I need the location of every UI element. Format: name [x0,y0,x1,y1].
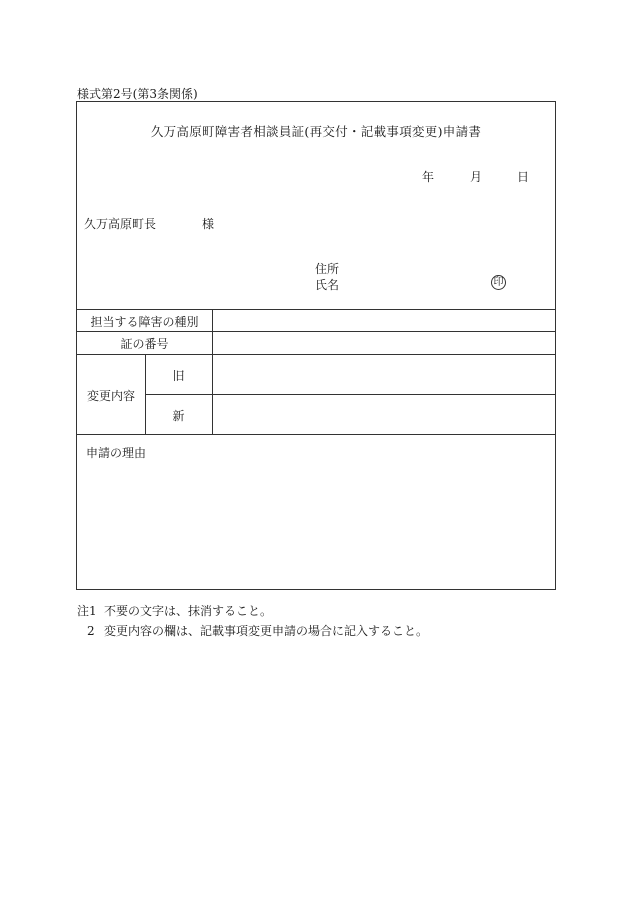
application-form-frame [76,101,556,590]
address-label: 住所 [315,262,340,276]
note-text: 変更内容の欄は、記載事項変更申請の場合に記入すること。 [104,624,429,638]
date-year-label: 年 [422,170,435,184]
disability-type-field[interactable] [213,310,555,331]
note-text: 不要の文字は、抹消すること。 [104,604,273,618]
note-item [77,601,428,621]
old-label: 旧 [172,369,185,383]
form-title: 久万高原町障害者相談員証(再交付・記載事項変更)申請書 [150,124,482,139]
old-value-field[interactable] [213,355,555,394]
reason-field[interactable] [77,462,555,588]
form-number-label: 様式第2号(第3条関係) [77,87,198,101]
honorific: 様 [202,217,215,231]
name-label: 氏名 [315,278,340,292]
disability-type-label: 担当する障害の種別 [90,315,199,329]
seal-mark: 印 [491,275,506,290]
new-label: 新 [172,409,185,423]
reason-label: 申請の理由 [86,446,147,460]
notes [77,601,428,641]
addressee: 久万高原町長 [84,217,157,231]
table-bottom-line [77,434,555,435]
note-number: 2 [87,624,95,638]
new-value-field[interactable] [213,395,555,434]
note-item [77,621,428,641]
date-day-label: 日 [517,170,530,184]
date-month-label: 月 [470,170,483,184]
change-details-label: 変更内容 [86,389,135,403]
note-number: 注1 [77,604,97,618]
certificate-number-label: 証の番号 [120,337,169,351]
certificate-number-field[interactable] [213,332,555,354]
